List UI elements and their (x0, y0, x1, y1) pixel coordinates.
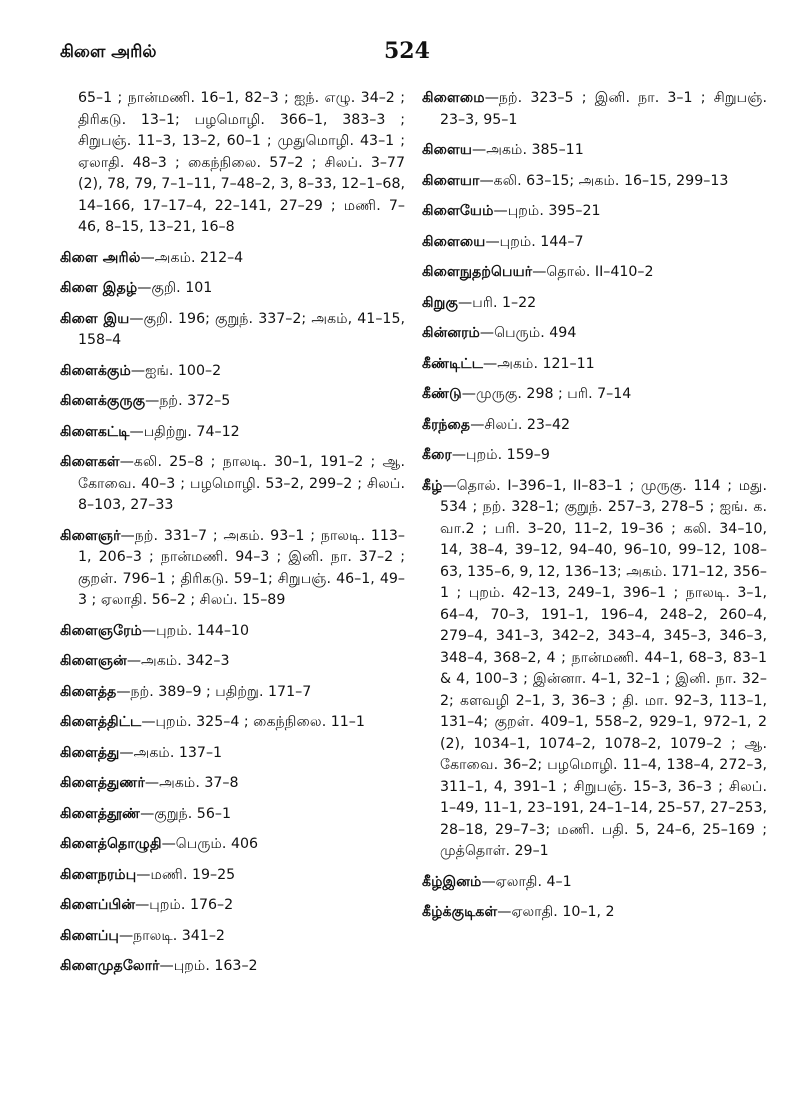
entry-references: —சிலப். 23–42 (470, 416, 571, 433)
entry-headword: கிளை இதழ் (60, 280, 138, 296)
entry-references: —புறம். 395–21 (493, 203, 601, 219)
entry-headword: கிளைக்கும் (60, 362, 131, 379)
entry-headword: கீண்டிட்ட (422, 355, 484, 372)
entry-references: —அகம். 137–1 (119, 744, 223, 761)
index-entry (60, 834, 405, 856)
index-entry (60, 309, 405, 352)
entry-references: —நற். 331–7 ; அகம். 93–1 ; நாலடி. 113–1, 206–3 ; நான்மணி. 94–3 ; இனி. நா. 37–2 ; குறள். 796–1 ; திரிகடு. 59–1; சிறுபஞ். 46–1, 49–3 ; ஏலாதி. 56–2 ; சிலப். 15–89 (78, 527, 405, 608)
entry-references: —புறம். 176–2 (135, 897, 234, 913)
entry-references: —புறம். 325–4 ; கைந்நிலை. 11–1 (141, 714, 365, 730)
entry-headword: கிளை அரில் (60, 249, 141, 266)
index-entry (422, 476, 767, 863)
entry-headword: கிளை இய (60, 310, 130, 327)
index-entry (60, 682, 405, 704)
entry-references: —பெரும். 406 (161, 836, 259, 852)
index-entry (60, 422, 405, 444)
entry-headword: கிளைமை (422, 90, 485, 106)
entry-references: —கலி. 25–8 ; நாலடி. 30–1, 191–2 ; ஆ. கோவை. 40–3 ; பழமொழி. 53–2, 299–2 ; சிலப். 8–103, 27–33 (78, 454, 405, 513)
left-column (60, 88, 405, 987)
entry-headword: கீரந்தை (422, 416, 471, 433)
entry-references: —குறுந். 56–1 (140, 805, 231, 822)
index-entry (422, 293, 767, 315)
page-number: 524 (384, 38, 430, 64)
entry-references: —அகம். 37–8 (144, 775, 239, 791)
entry-headword: கிளைகட்டி (60, 423, 130, 440)
entry-references: —குறி. 196; குறுந். 337–2; அகம், 41–15, 158–4 (78, 310, 405, 348)
index-entry (60, 865, 405, 887)
entry-headword: கின்னரம் (422, 325, 480, 341)
index-entry (60, 361, 405, 383)
entry-references: —புறம். 144–10 (141, 622, 249, 639)
entry-references: —தொல். I–396–1, II–83–1 ; முருகு. 114 ; மது. 534 ; நற். 328–1; குறுந். 257–3, 278–5 ; ஐங். க. வா.2 ; பரி. 3–20, 11–2, 19–36 ; கலி. 34–10, 14, 38–4, 39–12, 94–40, 96–10, 99–12, 108–63, 135–6, 9, 12, 136–13; அகம். 171–12, 356–1 ; புறம். 42–13, 249–1, 396–1 ; நாலடி. 3–1, 64–4, 70–3, 191–1, 196–4, 248–2, 260–4, 279–4, 341–3, 342–2, 343–4, 345–3, 346–3, 348–4, 368–2, 4 ; நான்மணி. 44–1, 68–3, 83–1 & 4, 100–3 ; இன்னா. 4–1, 32–1 ; இனி. நா. 32–2; களவழி 2–1, 3, 36–3 ; தி. மா. 92–3, 113–1, 131–4; குறள். 409–1, 558–2, 929–1, 972–1, 2 (2), 1034–1, 1074–2, 1078–2, 1079–2 ; ஆ. கோவை. 36–2; பழமொழி. 11–4, 138–4, 272–3, 311–1, 4, 391–1 ; சிறுபஞ். 15–3, 36–3 ; சிலப். 1–49, 11–1, 23–191, 24–1–14, 25–57, 27–253, 28–18, 29–7–3; மணி. பதி. 5, 24–6, 25–169 ; முத்தொள். 29–1 (440, 477, 767, 859)
entry-references: —கலி. 63–15; அகம். 16–15, 299–13 (479, 172, 729, 189)
index-entry (422, 171, 767, 193)
entry-headword: கிளைய (422, 142, 473, 158)
entry-references: —பெரும். 494 (479, 325, 577, 341)
entry-references: —முருகு. 298 ; பரி. 7–14 (461, 386, 632, 402)
entry-references: —புறம். 144–7 (485, 233, 584, 250)
index-entry (422, 201, 767, 223)
entry-headword: கிளைத்து (60, 744, 120, 761)
entry-references: —அகம். 385–11 (472, 142, 584, 158)
index-entry (422, 323, 767, 345)
entry-headword: கிளைஞரேம் (60, 622, 142, 639)
index-entry (60, 712, 405, 734)
entry-references: —நற். 372–5 (145, 393, 231, 409)
entry-references: —புறம். 159–9 (451, 447, 550, 463)
index-entry (422, 354, 767, 376)
entry-headword: கிளையேம் (422, 203, 494, 219)
index-entry (422, 140, 767, 162)
index-entry (60, 88, 405, 239)
index-entry (60, 804, 405, 826)
index-entry (60, 278, 405, 300)
index-entry (60, 743, 405, 765)
entry-references: —நற். 389–9 ; பதிற்று. 171–7 (116, 683, 312, 700)
index-entry (422, 232, 767, 254)
entry-headword: கீண்டு (422, 386, 462, 402)
index-entry (60, 526, 405, 612)
entry-references: —குறி. 101 (137, 280, 213, 296)
index-entry (60, 895, 405, 917)
entry-headword: கீரை (422, 447, 452, 463)
entry-headword: கீழ் (422, 477, 443, 494)
entry-headword: கிளைத்துணர் (60, 775, 145, 791)
entry-headword: கிளைஞன் (60, 653, 127, 669)
index-entry (60, 391, 405, 413)
entry-headword: கிளைப்பு (60, 927, 119, 944)
entry-references: —நாலடி. 341–2 (118, 927, 225, 944)
entry-references: 65–1 ; நான்மணி. 16–1, 82–3 ; ஐந். எழு. 34–2 ; திரிகடு. 13–1; பழமொழி. 366–1, 383–3 ; சிறுபஞ். 11–3, 13–2, 60–1 ; முதுமொழி. 43–1 ; ஏலாதி. 48–3 ; கைந்நிலை. 57–2 ; சிலப். 3–77 (2), 78, 79, 7–1–11, 7–48–2, 3, 8–33, 12–1–68, 14–166, 17–17–4, 22–141, 27–29 ; மணி. 7–46, 8–15, 13–21, 16–8 (78, 90, 405, 235)
entry-headword: கிளைநுதற்பெயர் (422, 264, 533, 280)
entry-references: —புறம். 163–2 (159, 958, 258, 974)
entry-references: —மணி. 19–25 (136, 866, 236, 883)
entry-headword: கீழ்க்குடிகள் (422, 904, 498, 920)
entry-headword: கிளைத்தொழுதி (60, 836, 162, 852)
entry-headword: கிளையா (422, 172, 480, 189)
entry-headword: கிளைத்த (60, 683, 117, 700)
entry-references: —பதிற்று. 74–12 (129, 423, 240, 440)
entry-headword: கிளைஞர் (60, 527, 121, 544)
entry-references: —ஐங். 100–2 (130, 362, 222, 379)
entry-references: —அகம். 121–11 (483, 355, 595, 372)
page-header (0, 38, 800, 72)
entry-references: —அகம். 212–4 (140, 249, 244, 266)
entry-references: —ஏலாதி. 10–1, 2 (497, 904, 615, 920)
index-entry (60, 926, 405, 948)
index-entry (422, 872, 767, 894)
entry-references: —பரி. 1–22 (458, 294, 537, 311)
index-entry (422, 88, 767, 131)
entry-headword: கிளைகள் (60, 454, 120, 470)
entry-headword: கிளைத்தூண் (60, 805, 141, 822)
entry-headword: கிளைப்பின் (60, 897, 136, 913)
index-entry (60, 452, 405, 517)
entry-headword: கிளைத்திட்ட (60, 714, 142, 730)
entry-references: —அகம். 342–3 (126, 653, 230, 669)
entry-headword: கிளைக்குருகு (60, 393, 146, 409)
index-entry (422, 262, 767, 284)
index-entry (60, 956, 405, 978)
running-head: கிளை அரில் (60, 42, 157, 62)
index-entry (60, 248, 405, 270)
index-entry (60, 621, 405, 643)
index-entry (422, 902, 767, 924)
entry-references: —ஏலாதி. 4–1 (481, 873, 572, 890)
entry-references: —நற். 323–5 ; இனி. நா. 3–1 ; சிறுபஞ். 23–3, 95–1 (440, 90, 767, 128)
entry-references: —தொல். II–410–2 (532, 264, 654, 280)
entry-headword: கிளைமுதலோர் (60, 958, 160, 974)
index-entry (60, 773, 405, 795)
right-column (422, 88, 767, 933)
entry-headword: கிளையை (422, 233, 486, 250)
entry-headword: கிளைநரம்பு (60, 866, 137, 883)
entry-headword: கீழ்இனம் (422, 873, 482, 890)
index-entry (422, 445, 767, 467)
index-entry (422, 384, 767, 406)
entry-headword: கிறுகு (422, 294, 459, 311)
index-entry (422, 415, 767, 437)
index-entry (60, 651, 405, 673)
